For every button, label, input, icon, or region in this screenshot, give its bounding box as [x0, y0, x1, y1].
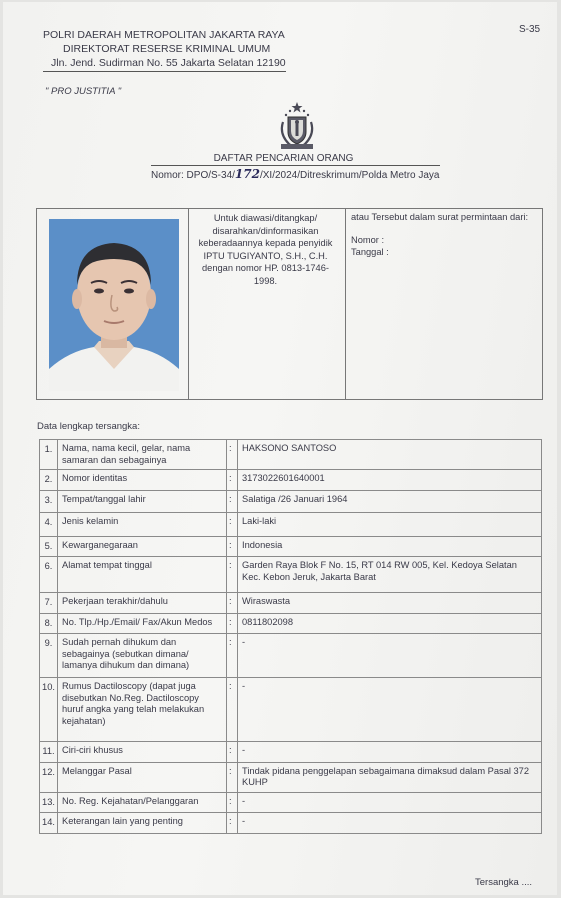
- row-value: -: [238, 742, 542, 763]
- request-cell: [345, 209, 542, 399]
- table-row: [40, 557, 542, 593]
- row-label: Rumus Dactiloscopy (dapat juga disebutkan No.Reg. Dactiloscopy huruf angka yang telah melakukan kejahatan): [58, 678, 227, 742]
- row-value: HAKSONO SANTOSO: [238, 440, 542, 470]
- suspect-info-box: [36, 208, 543, 400]
- table-row: [40, 470, 542, 491]
- row-number: 3.: [40, 490, 58, 512]
- row-separator: :: [227, 792, 238, 813]
- row-separator: :: [227, 470, 238, 491]
- row-separator: :: [227, 613, 238, 634]
- row-separator: :: [227, 762, 238, 792]
- row-label: Tempat/tanggal lahir: [58, 490, 227, 512]
- letterhead-line-1: POLRI DAERAH METROPOLITAN JAKARTA RAYA: [43, 29, 285, 41]
- row-number: 10.: [40, 678, 58, 742]
- row-value: Wiraswasta: [238, 593, 542, 614]
- row-value: 0811802098: [238, 613, 542, 634]
- row-label: Kewarganegaraan: [58, 536, 227, 557]
- row-label: Melanggar Pasal: [58, 762, 227, 792]
- form-code: S-35: [519, 24, 541, 35]
- row-label: Sudah pernah dihukum dan sebagainya (sebutkan dimana/ lamanya dihukum dan dimana): [58, 634, 227, 678]
- table-row: [40, 762, 542, 792]
- row-number: 11.: [40, 742, 58, 763]
- row-value: -: [238, 678, 542, 742]
- table-row: [40, 742, 542, 763]
- request-tanggal-label: Tanggal :: [351, 247, 389, 257]
- footer-signature-label: Tersangka ....: [475, 877, 533, 888]
- row-value: -: [238, 792, 542, 813]
- table-row: [40, 813, 542, 834]
- row-number: 9.: [40, 634, 58, 678]
- row-number: 8.: [40, 613, 58, 634]
- table-row: [40, 593, 542, 614]
- letterhead-line-2: DIREKTORAT RESERSE KRIMINAL UMUM: [63, 43, 271, 55]
- row-number: 14.: [40, 813, 58, 834]
- row-label: Ciri-ciri khusus: [58, 742, 227, 763]
- row-separator: :: [227, 678, 238, 742]
- document-page: [3, 2, 557, 895]
- row-number: 7.: [40, 593, 58, 614]
- row-separator: :: [227, 440, 238, 470]
- row-label: Pekerjaan terakhir/dahulu: [58, 593, 227, 614]
- row-value: Indonesia: [238, 536, 542, 557]
- document-title: [3, 153, 561, 164]
- document-number-suffix: /XI/2024/Ditreskrimum/Polda Metro Jaya: [259, 170, 440, 181]
- row-value: Salatiga /26 Januari 1964: [238, 490, 542, 512]
- suspect-photo: [49, 219, 179, 391]
- row-value: Garden Raya Blok F No. 15, RT 014 RW 005, Kel. Kedoya Selatan Kec. Kebon Jeruk, Jakarta Barat: [238, 557, 542, 593]
- table-row: [40, 512, 542, 536]
- photo-cell: [37, 209, 189, 399]
- row-label: Alamat tempat tinggal: [58, 557, 227, 593]
- letterhead-address: Jln. Jend. Sudirman No. 55 Jakarta Selatan 12190: [43, 56, 286, 72]
- table-row: [40, 440, 542, 470]
- row-separator: :: [227, 742, 238, 763]
- row-value: Laki-laki: [238, 512, 542, 536]
- document-number-prefix: Nomor: DPO/S-34/: [151, 170, 235, 181]
- row-separator: :: [227, 634, 238, 678]
- table-row: [40, 792, 542, 813]
- request-heading: atau Tersebut dalam surat permintaan dari:: [351, 212, 529, 222]
- instruction-cell: [188, 209, 346, 399]
- table-row: [40, 634, 542, 678]
- suspect-data-table: [39, 439, 542, 834]
- row-label: Nomor identitas: [58, 470, 227, 491]
- row-number: 5.: [40, 536, 58, 557]
- row-separator: :: [227, 557, 238, 593]
- row-number: 12.: [40, 762, 58, 792]
- row-label: Keterangan lain yang penting: [58, 813, 227, 834]
- pro-justitia-label: " PRO JUSTITIA ": [45, 86, 122, 97]
- instruction-text: Untuk diawasi/ditangkap/ disarahkan/dinformasikan keberadaannya kepada penyidik IPTU TUGIYANTO, S.H., C.H. dengan nomor HP. 0813-1746-1998.: [198, 213, 333, 286]
- row-number: 13.: [40, 792, 58, 813]
- row-label: Jenis kelamin: [58, 512, 227, 536]
- row-separator: :: [227, 512, 238, 536]
- row-label: No. Tlp./Hp./Email/ Fax/Akun Medos: [58, 613, 227, 634]
- table-row: [40, 613, 542, 634]
- document-number: [151, 165, 440, 181]
- row-number: 6.: [40, 557, 58, 593]
- row-separator: :: [227, 490, 238, 512]
- row-number: 4.: [40, 512, 58, 536]
- row-label: Nama, nama kecil, gelar, nama samaran dan sebagainya: [58, 440, 227, 470]
- row-value: 3173022601640001: [238, 470, 542, 491]
- row-separator: :: [227, 813, 238, 834]
- table-row: [40, 678, 542, 742]
- row-value: Tindak pidana penggelapan sebagaimana dimaksud dalam Pasal 372 KUHP: [238, 762, 542, 792]
- document-title-text: DAFTAR PENCARIAN ORANG: [213, 153, 354, 164]
- row-number: 1.: [40, 440, 58, 470]
- table-row: [40, 490, 542, 512]
- row-value: -: [238, 634, 542, 678]
- row-value: -: [238, 813, 542, 834]
- table-row: [40, 536, 542, 557]
- document-number-handwritten: 172: [234, 167, 260, 181]
- request-nomor-label: Nomor :: [351, 234, 385, 245]
- polri-emblem-icon: [269, 100, 325, 152]
- row-label: No. Reg. Kejahatan/Pelanggaran: [58, 792, 227, 813]
- row-number: 2.: [40, 470, 58, 491]
- data-section-label: Data lengkap tersangka:: [37, 421, 140, 432]
- row-separator: :: [227, 593, 238, 614]
- letterhead: [43, 28, 286, 72]
- row-separator: :: [227, 536, 238, 557]
